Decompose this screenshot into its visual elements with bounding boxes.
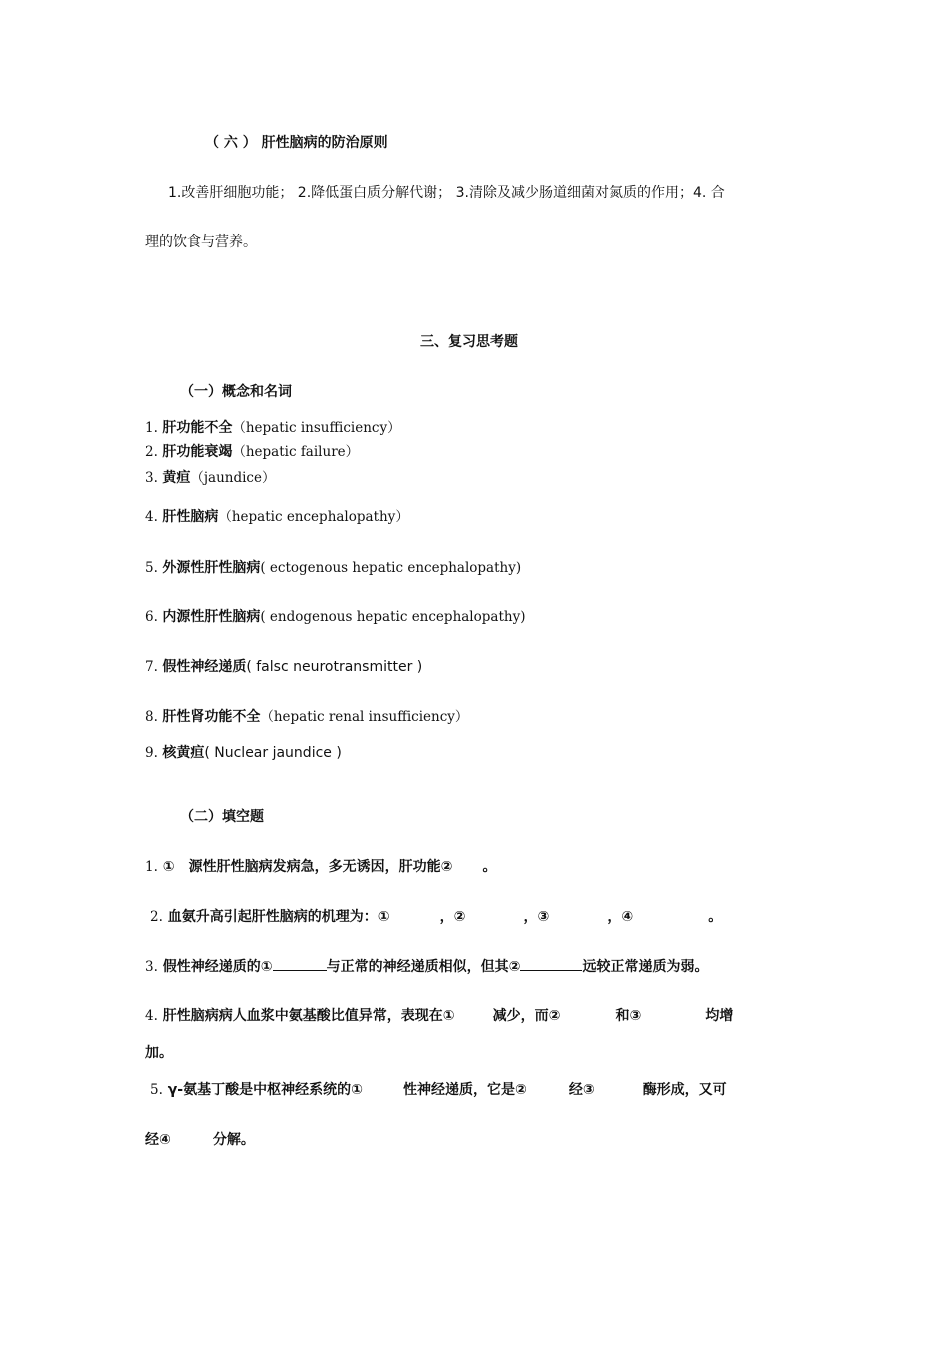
subsection-heading-concepts: （一）概念和名词: [180, 384, 292, 400]
fill-question-2: 2. 血氨升高引起肝性脑病的机理为：① ，② ，③ ，④ 。: [150, 909, 723, 925]
concept-item: 2. 肝功能衰竭（hepatic failure）: [145, 444, 360, 460]
prevention-paragraph-line-1: 1.改善肝细胞功能； 2.降低蛋白质分解代谢； 3.清除及减少肠道细菌对氮质的作用；4. 合: [168, 185, 725, 201]
fill-question-5-line-2: 经④ 分解。: [145, 1132, 255, 1148]
concept-item: 6. 内源性肝性脑病( endogenous hepatic encephalopathy): [145, 609, 526, 625]
fill-question-3: 3. 假性神经递质的① 与正常的神经递质相似，但其② 远较正常递质为弱。: [145, 956, 708, 977]
fill-question-4: 4. 肝性脑病病人血浆中氨基酸比值异常，表现在① 减少，而② 和③ 均增: [145, 1008, 734, 1024]
concept-item: 9. 核黄疸( Nuclear jaundice ): [145, 745, 342, 761]
concept-item: 4. 肝性脑病（hepatic encephalopathy）: [145, 509, 409, 525]
section-heading-prevention: （ 六 ） 肝性脑病的防治原则: [205, 135, 388, 151]
fill-question-4-line-2: 加。: [145, 1045, 173, 1061]
concept-item: 5. 外源性肝性脑病( ectogenous hepatic encephalopathy): [145, 560, 522, 576]
concept-item: 8. 肝性肾功能不全（hepatic renal insufficiency）: [145, 709, 469, 725]
prevention-paragraph-line-2: 理的饮食与营养。: [145, 234, 257, 250]
section-heading-review: 三、复习思考题: [420, 334, 518, 350]
concept-item: 7. 假性神经递质( falsc neurotransmitter ): [145, 659, 423, 675]
fill-question-1: 1. ① 源性肝性脑病发病急，多无诱因，肝功能② 。: [145, 859, 497, 875]
concept-item: 3. 黄疸（jaundice）: [145, 470, 276, 486]
concept-item: 1. 肝功能不全（hepatic insufficiency）: [145, 420, 401, 436]
subsection-heading-fill-blank: （二）填空题: [180, 809, 264, 825]
fill-question-5: 5. γ-氨基丁酸是中枢神经系统的① 性神经递质，它是② 经③ 酶形成，又可: [150, 1082, 727, 1098]
